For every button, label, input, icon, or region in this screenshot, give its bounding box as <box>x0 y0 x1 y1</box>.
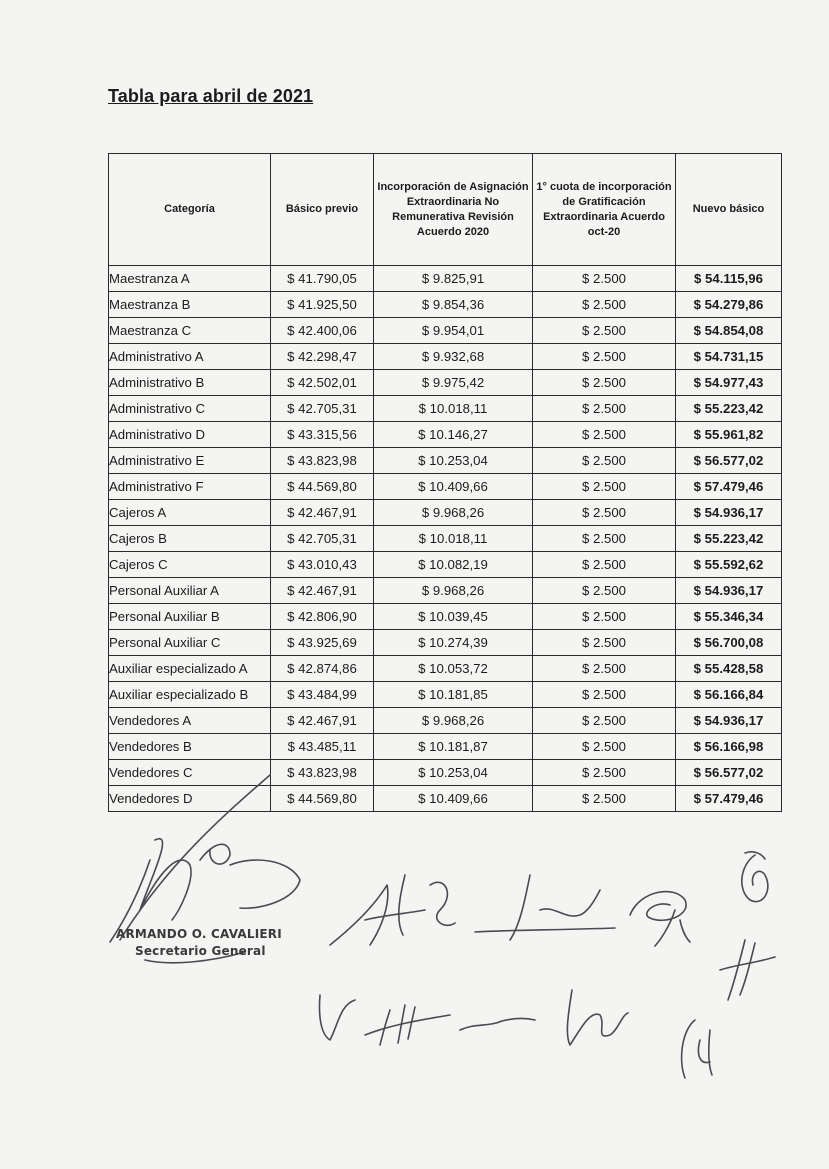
cell-category: Vendedores D <box>109 786 271 812</box>
cell-asignacion: $ 9.968,26 <box>374 708 533 734</box>
cell-category: Personal Auxiliar A <box>109 578 271 604</box>
cell-nuevo-basico: $ 54.854,08 <box>676 318 782 344</box>
cell-basico-previo: $ 43.484,99 <box>271 682 374 708</box>
cell-basico-previo: $ 42.467,91 <box>271 500 374 526</box>
cell-asignacion: $ 10.039,45 <box>374 604 533 630</box>
cell-asignacion: $ 10.181,87 <box>374 734 533 760</box>
cell-cuota: $ 2.500 <box>533 500 676 526</box>
salary-table <box>108 153 782 812</box>
cell-basico-previo: $ 44.569,80 <box>271 474 374 500</box>
signature-8 <box>670 1010 725 1085</box>
cell-cuota: $ 2.500 <box>533 734 676 760</box>
cell-cuota: $ 2.500 <box>533 760 676 786</box>
cell-category: Auxiliar especializado A <box>109 656 271 682</box>
cell-asignacion: $ 10.253,04 <box>374 760 533 786</box>
cell-nuevo-basico: $ 56.577,02 <box>676 448 782 474</box>
cell-nuevo-basico: $ 55.592,62 <box>676 552 782 578</box>
cell-asignacion: $ 10.409,66 <box>374 474 533 500</box>
cell-basico-previo: $ 41.790,05 <box>271 266 374 292</box>
cell-cuota: $ 2.500 <box>533 786 676 812</box>
cell-basico-previo: $ 43.823,98 <box>271 760 374 786</box>
cell-asignacion: $ 9.975,42 <box>374 370 533 396</box>
cell-category: Cajeros C <box>109 552 271 578</box>
cell-category: Cajeros A <box>109 500 271 526</box>
cell-asignacion: $ 9.932,68 <box>374 344 533 370</box>
cell-basico-previo: $ 42.705,31 <box>271 396 374 422</box>
cell-nuevo-basico: $ 54.977,43 <box>676 370 782 396</box>
cell-cuota: $ 2.500 <box>533 656 676 682</box>
cell-nuevo-basico: $ 56.166,98 <box>676 734 782 760</box>
cell-asignacion: $ 9.825,91 <box>374 266 533 292</box>
signature-5 <box>725 845 780 920</box>
cell-cuota: $ 2.500 <box>533 396 676 422</box>
cell-cuota: $ 2.500 <box>533 370 676 396</box>
cell-basico-previo: $ 43.485,11 <box>271 734 374 760</box>
cell-basico-previo: $ 41.925,50 <box>271 292 374 318</box>
cell-nuevo-basico: $ 54.936,17 <box>676 500 782 526</box>
cell-cuota: $ 2.500 <box>533 474 676 500</box>
cell-nuevo-basico: $ 55.428,58 <box>676 656 782 682</box>
table-row <box>109 708 782 734</box>
cell-nuevo-basico: $ 55.961,82 <box>676 422 782 448</box>
cell-asignacion: $ 10.082,19 <box>374 552 533 578</box>
table-row <box>109 422 782 448</box>
cell-category: Maestranza A <box>109 266 271 292</box>
cell-cuota: $ 2.500 <box>533 344 676 370</box>
cell-category: Personal Auxiliar C <box>109 630 271 656</box>
cell-category: Vendedores C <box>109 760 271 786</box>
cell-nuevo-basico: $ 57.479,46 <box>676 474 782 500</box>
table-row <box>109 448 782 474</box>
table-row <box>109 682 782 708</box>
cell-basico-previo: $ 42.467,91 <box>271 578 374 604</box>
header-cuota-gratificacion: 1° cuota de incorporación de Gratificación Extraordinaria Acuerdo oct-20 <box>533 154 676 266</box>
signature-4 <box>620 880 710 950</box>
cell-nuevo-basico: $ 54.115,96 <box>676 266 782 292</box>
cell-cuota: $ 2.500 <box>533 682 676 708</box>
cell-asignacion: $ 10.274,39 <box>374 630 533 656</box>
cell-asignacion: $ 9.968,26 <box>374 500 533 526</box>
cell-cuota: $ 2.500 <box>533 526 676 552</box>
cell-basico-previo: $ 43.925,69 <box>271 630 374 656</box>
cell-category: Administrativo B <box>109 370 271 396</box>
cell-nuevo-basico: $ 57.479,46 <box>676 786 782 812</box>
cell-basico-previo: $ 43.823,98 <box>271 448 374 474</box>
cell-cuota: $ 2.500 <box>533 422 676 448</box>
header-asignacion-extraordinaria: Incorporación de Asignación Extraordinaria No Remunerativa Revisión Acuerdo 2020 <box>374 154 533 266</box>
header-basico-previo: Básico previo <box>271 154 374 266</box>
cell-cuota: $ 2.500 <box>533 318 676 344</box>
table-row <box>109 344 782 370</box>
cell-cuota: $ 2.500 <box>533 292 676 318</box>
cell-cuota: $ 2.500 <box>533 630 676 656</box>
cell-basico-previo: $ 42.467,91 <box>271 708 374 734</box>
cell-cuota: $ 2.500 <box>533 552 676 578</box>
cell-basico-previo: $ 42.806,90 <box>271 604 374 630</box>
cell-cuota: $ 2.500 <box>533 448 676 474</box>
table-row <box>109 318 782 344</box>
cell-category: Maestranza B <box>109 292 271 318</box>
table-row <box>109 396 782 422</box>
signer-role: Secretario General <box>135 944 266 958</box>
cell-nuevo-basico: $ 55.346,34 <box>676 604 782 630</box>
document-title: Tabla para abril de 2021 <box>108 86 314 106</box>
cell-basico-previo: $ 42.502,01 <box>271 370 374 396</box>
cell-cuota: $ 2.500 <box>533 708 676 734</box>
cell-asignacion: $ 9.954,01 <box>374 318 533 344</box>
signer-name: ARMANDO O. CAVALIERI <box>116 927 282 941</box>
header-nuevo-basico: Nuevo básico <box>676 154 782 266</box>
cell-category: Administrativo A <box>109 344 271 370</box>
cell-asignacion: $ 9.968,26 <box>374 578 533 604</box>
cell-category: Vendedores B <box>109 734 271 760</box>
cell-asignacion: $ 10.409,66 <box>374 786 533 812</box>
cell-cuota: $ 2.500 <box>533 604 676 630</box>
cell-nuevo-basico: $ 56.166,84 <box>676 682 782 708</box>
cell-cuota: $ 2.500 <box>533 578 676 604</box>
table-row <box>109 604 782 630</box>
table-row <box>109 526 782 552</box>
cell-basico-previo: $ 44.569,80 <box>271 786 374 812</box>
cell-category: Vendedores A <box>109 708 271 734</box>
table-row <box>109 474 782 500</box>
table-row <box>109 630 782 656</box>
cell-category: Auxiliar especializado B <box>109 682 271 708</box>
cell-nuevo-basico: $ 54.279,86 <box>676 292 782 318</box>
cell-cuota: $ 2.500 <box>533 266 676 292</box>
cell-basico-previo: $ 42.705,31 <box>271 526 374 552</box>
cell-nuevo-basico: $ 56.700,08 <box>676 630 782 656</box>
cell-nuevo-basico: $ 54.731,15 <box>676 344 782 370</box>
cell-category: Administrativo F <box>109 474 271 500</box>
cell-asignacion: $ 10.018,11 <box>374 396 533 422</box>
table-row <box>109 656 782 682</box>
cell-nuevo-basico: $ 56.577,02 <box>676 760 782 786</box>
table-row <box>109 370 782 396</box>
cell-asignacion: $ 10.181,85 <box>374 682 533 708</box>
cell-category: Personal Auxiliar B <box>109 604 271 630</box>
cell-basico-previo: $ 42.874,86 <box>271 656 374 682</box>
table-row <box>109 734 782 760</box>
cell-asignacion: $ 10.253,04 <box>374 448 533 474</box>
cell-asignacion: $ 9.854,36 <box>374 292 533 318</box>
cell-nuevo-basico: $ 55.223,42 <box>676 526 782 552</box>
cell-nuevo-basico: $ 54.936,17 <box>676 578 782 604</box>
signature-7 <box>310 975 670 1060</box>
cell-nuevo-basico: $ 54.936,17 <box>676 708 782 734</box>
cell-category: Administrativo D <box>109 422 271 448</box>
cell-asignacion: $ 10.146,27 <box>374 422 533 448</box>
cell-nuevo-basico: $ 55.223,42 <box>676 396 782 422</box>
cell-category: Administrativo C <box>109 396 271 422</box>
cell-basico-previo: $ 42.298,47 <box>271 344 374 370</box>
table-row <box>109 578 782 604</box>
table-row <box>109 500 782 526</box>
header-categoria: Categoría <box>109 154 271 266</box>
cell-asignacion: $ 10.053,72 <box>374 656 533 682</box>
table-row <box>109 266 782 292</box>
cell-basico-previo: $ 42.400,06 <box>271 318 374 344</box>
table-row <box>109 552 782 578</box>
signature-cavalieri <box>80 770 320 950</box>
table-header-row <box>109 154 782 266</box>
cell-category: Maestranza C <box>109 318 271 344</box>
cell-category: Cajeros B <box>109 526 271 552</box>
signature-3 <box>470 870 620 950</box>
cell-basico-previo: $ 43.010,43 <box>271 552 374 578</box>
cell-asignacion: $ 10.018,11 <box>374 526 533 552</box>
signature-6 <box>710 935 780 1005</box>
signature-2 <box>325 865 465 955</box>
cell-basico-previo: $ 43.315,56 <box>271 422 374 448</box>
table-row <box>109 292 782 318</box>
cell-category: Administrativo E <box>109 448 271 474</box>
